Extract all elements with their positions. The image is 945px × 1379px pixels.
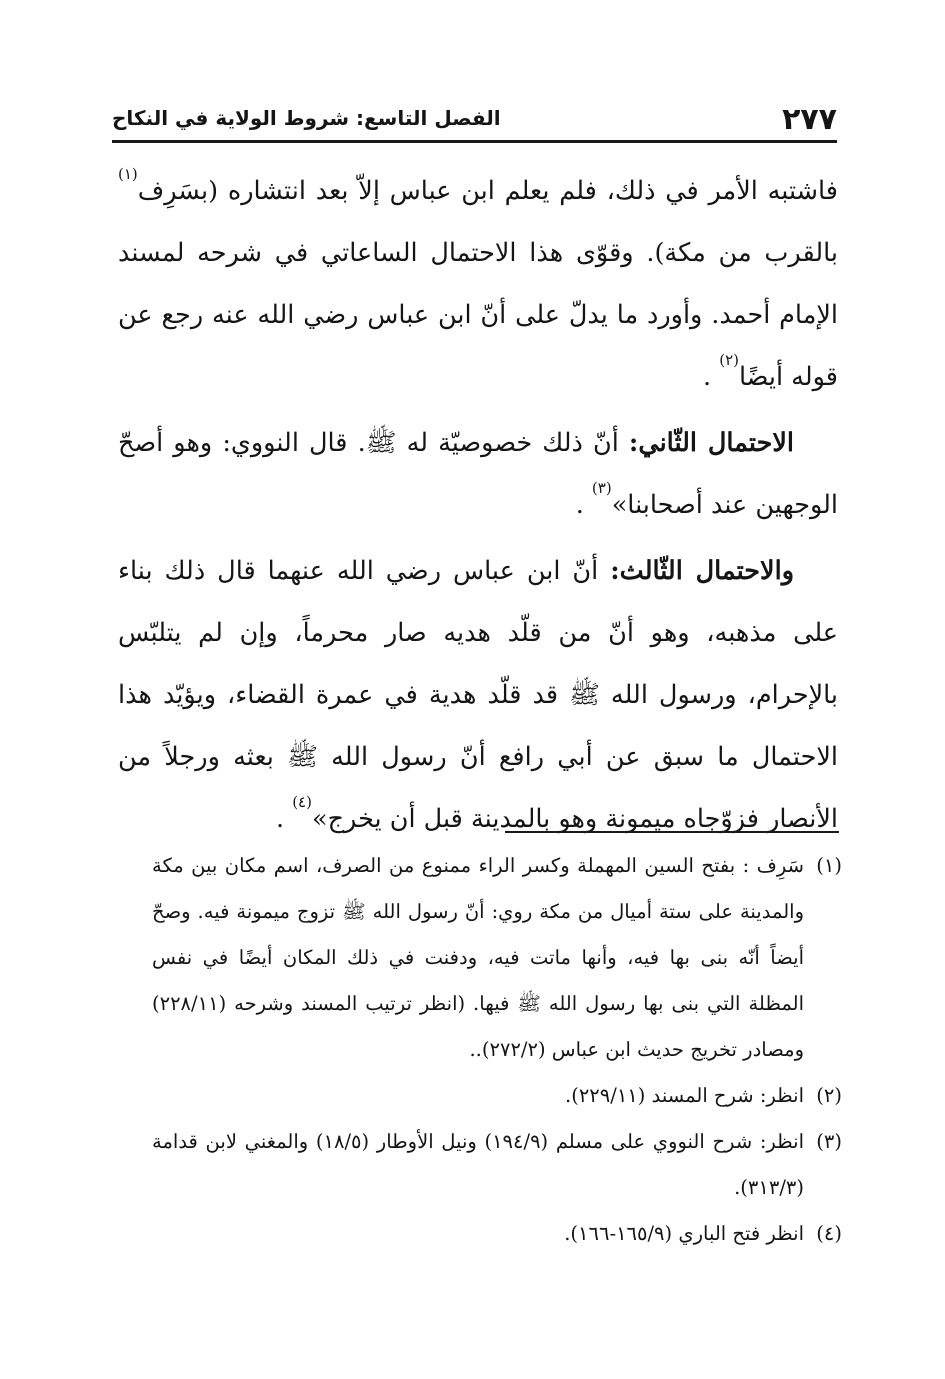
paragraph-3-text-b: . [275,804,293,834]
page-header [112,100,837,143]
footnote-4 [152,1211,842,1257]
footnote-4-text: انظر فتح الباري (١٦٥/٩-١٦٦). [564,1222,804,1245]
footnote-ref-2: (٢) [719,351,740,369]
running-title: الفصل التاسع: شروط الولاية في النكاح [112,106,501,130]
paragraph-2-heading: الاحتمال الثّاني: [628,428,794,458]
page-number: ٢٧٧ [782,102,837,137]
footnote-2-text: انظر: شرح المسند (٢٢٩/١١). [565,1084,804,1107]
footnote-2-number: (٢) [816,1084,842,1107]
paragraph-2 [118,412,838,536]
footnote-ref-4: (٤) [292,793,312,811]
footnote-1 [152,843,842,1073]
footnotes [152,843,842,1257]
paragraph-3-heading: والاحتمال الثّالث: [610,556,795,586]
footnote-3 [152,1119,842,1211]
paragraph-1-text-c: . [703,362,720,392]
footnote-3-text: انظر: شرح النووي على مسلم (١٩٤/٩) ونيل الأوطار (١٨/٥) والمغني لابن قدامة (٣١٣/٣). [152,1130,804,1199]
paragraph-3-text-a: أنّ ابن عباس رضي الله عنهما قال ذلك بناء على مذهبه، وهو أنّ من قلّد هديه صار محرماً، وإن لم يتلبّس بالإحرام، ورسول الله ﷺ قد قلّد هدية في عمرة القضاء، ويؤيّد هذا الاحتمال ما سبق عن أبي رافع أنّ رسول الله ﷺ بعثه ورجلاً من الأنصار فزوّجاه ميمونة وهو بالمدينة قبل أن يخرج» [118,556,838,834]
paragraph-1-text-b: بالقرب من مكة). وقوّى هذا الاحتمال الساعاتي في شرحه لمسند الإمام أحمد. وأورد ما يدلّ على أنّ ابن عباس رضي الله عنه رجع عن قوله أيضًا [118,238,838,392]
footnote-2 [152,1073,842,1119]
footnote-1-number: (١) [816,854,842,877]
paragraph-1-text-a: فاشتبه الأمر في ذلك، فلم يعلم ابن عباس إلاّ بعد انتشاره (بسَرِف [137,176,838,206]
footnote-3-number: (٣) [816,1130,842,1153]
paragraph-2-text-a: أنّ ذلك خصوصيّة له ﷺ. قال النووي: وهو أصحّ الوجهين عند أصحابنا» [118,428,838,520]
paragraph-2-text-b: . [575,490,592,520]
footnote-ref-3: (٣) [591,479,612,497]
footnote-ref-1: (١) [118,165,138,183]
main-text [118,160,838,850]
footnote-1-text: سَرِف : بفتح السين المهملة وكسر الراء ممنوع من الصرف، اسم مكان بين مكة والمدينة على ستة أميال من مكة روي: أنّ رسول الله ﷺ تزوج ميمونة فيه. وصحّ أيضاً أنّه بنى بها فيه، وأنها ماتت فيه، ودفنت في ذلك المكان أيضًا في نفس المظلة التي بنى بها رسول الله ﷺ فيها. (انظر ترتيب المسند وشرحه (٢٢٨/١١) ومصادر تخريج حديث ابن عباس (٢٧٢/٢).. [152,854,804,1061]
footnote-4-number: (٤) [816,1222,842,1245]
paragraph-3 [118,540,838,850]
footnote-separator [505,831,839,833]
paragraph-1 [118,160,838,408]
